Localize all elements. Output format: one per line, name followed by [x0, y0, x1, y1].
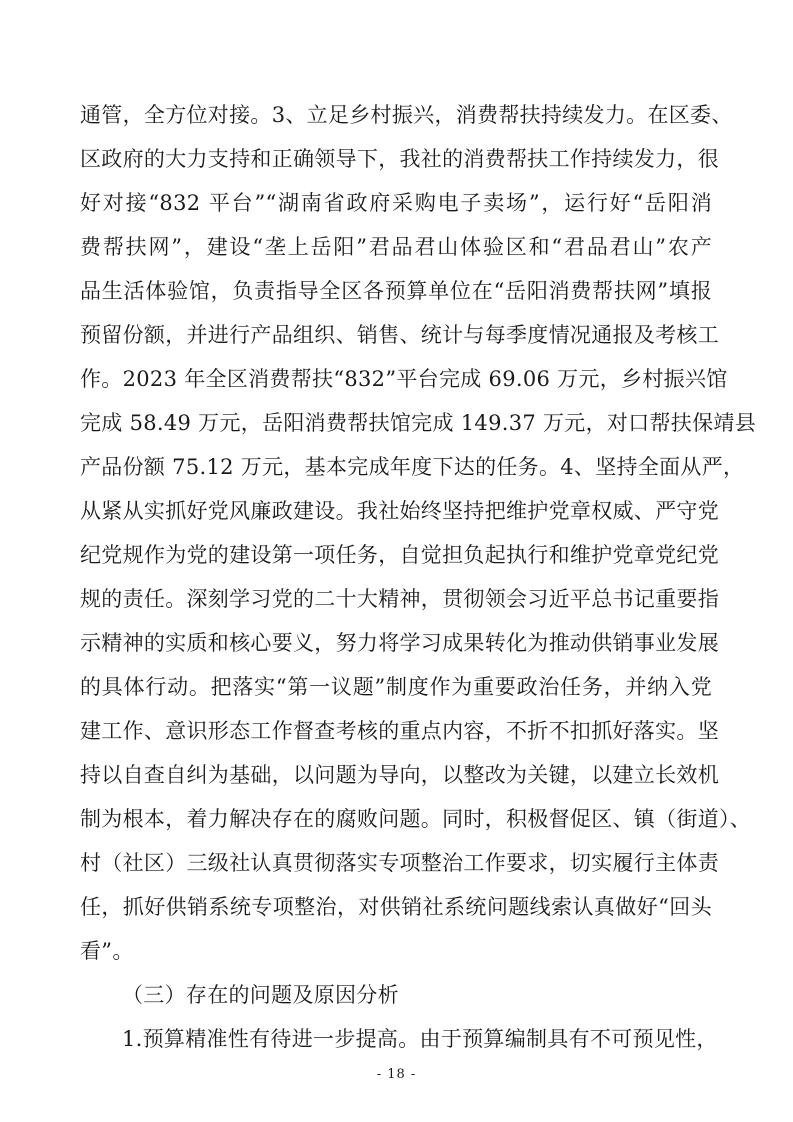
section-heading: （三）存在的问题及原因分析	[122, 983, 399, 1007]
paragraph-line: 费帮扶网”，建设“垄上岳阳”君品君山体验区和“君品君山”农产	[80, 235, 712, 259]
paragraph-line: 持以自查自纠为基础，以问题为导向，以整改为关键，以建立长效机	[80, 763, 719, 787]
paragraph-line: 制为根本，着力解决存在的腐败问题。同时，积极督促区、镇（街道）、	[80, 807, 752, 831]
paragraph-line: 任，抓好供销系统专项整治，对供销社系统问题线索认真做好“回头	[80, 895, 712, 919]
paragraph-line: 产品份额 75.12 万元，基本完成年度下达的任务。4、坚持全面从严，	[80, 455, 745, 479]
paragraph-line: 看”。	[80, 939, 134, 963]
paragraph-line: 的具体行动。把落实“第一议题”制度作为重要政治任务，并纳入党	[80, 675, 712, 699]
paragraph-line: 品生活体验馆，负责指导全区各预算单位在“岳阳消费帮扶网”填报	[80, 279, 712, 303]
paragraph-line: 预留份额，并进行产品组织、销售、统计与每季度情况通报及考核工	[80, 323, 719, 347]
paragraph-line: 建工作、意识形态工作督查考核的重点内容，不折不扣抓好落实。坚	[80, 719, 719, 743]
paragraph-line: 作。2023 年全区消费帮扶“832”平台完成 69.06 万元，乡村振兴馆	[80, 367, 728, 391]
paragraph-line: 通管，全方位对接。3、立足乡村振兴，消费帮扶持续发力。在区委、	[80, 103, 733, 127]
page-number: - 18 -	[376, 1067, 417, 1082]
paragraph-line: 从紧从实抓好党风廉政建设。我社始终坚持把维护党章权威、严守党	[80, 499, 719, 523]
paragraph-line: 好对接“832 平台”“湖南省政府采购电子卖场”，运行好“岳阳消	[80, 191, 712, 215]
paragraph-line: 示精神的实质和核心要义，努力将学习成果转化为推动供销事业发展	[80, 631, 719, 655]
paragraph-line: 纪党规作为党的建设第一项任务，自觉担负起执行和维护党章党纪党	[80, 543, 719, 567]
paragraph-line: 规的责任。深刻学习党的二十大精神，贯彻领会习近平总书记重要指	[80, 587, 719, 611]
paragraph-line: 村（社区）三级社认真贯彻落实专项整治工作要求，切实履行主体责	[80, 851, 719, 875]
paragraph-line: 完成 58.49 万元，岳阳消费帮扶馆完成 149.37 万元，对口帮扶保靖县	[80, 411, 756, 435]
paragraph-line: 1.预算精准性有待进一步提高。由于预算编制具有不可预见性，	[122, 1027, 718, 1051]
paragraph-line: 区政府的大力支持和正确领导下，我社的消费帮扶工作持续发力，很	[80, 147, 719, 171]
